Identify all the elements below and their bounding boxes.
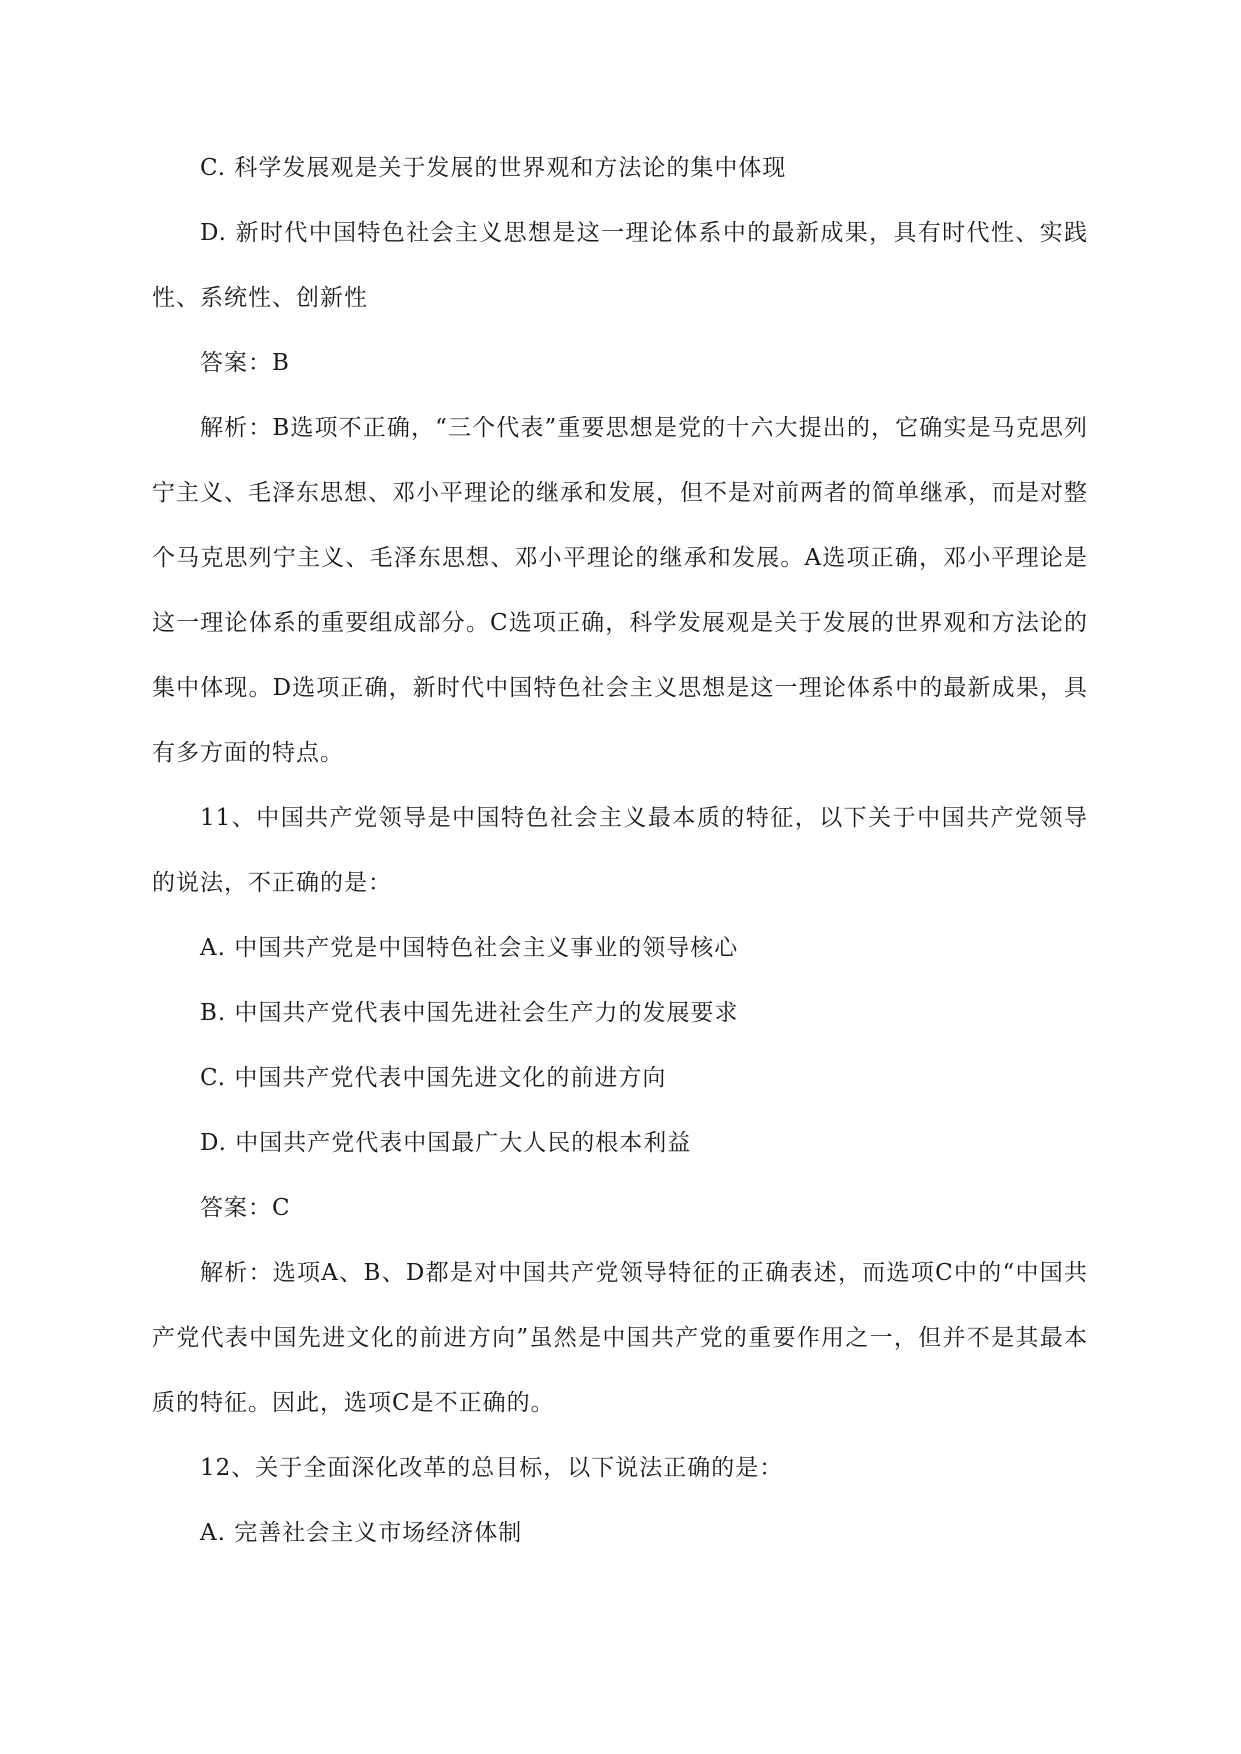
q10-explanation: 解析：B选项不正确，“三个代表”重要思想是党的十六大提出的，它确实是马克思列宁主义、毛泽东思想、邓小平理论的继承和发展，但不是对前两者的简单继承，而是对整个马克思列宁主义、毛泽东思想、邓小平理论的继承和发展。A选项正确，邓小平理论是这一理论体系的重要组成部分。C选项正确，科学发展观是关于发展的世界观和方法论的集中体现。D选项正确，新时代中国特色社会主义思想是这一理论体系中的最新成果，具有多方面的特点。 [152, 415, 1088, 766]
q11-option-b: B. 中国共产党代表中国先进社会生产力的发展要求 [200, 1000, 739, 1026]
q11-option-d: D. 中国共产党代表中国最广大人民的根本利益 [200, 1130, 692, 1156]
document-body [152, 136, 1088, 1566]
q11-question: 11、中国共产党领导是中国特色社会主义最本质的特征，以下关于中国共产党领导的说法，不正确的是： [152, 805, 1088, 896]
q11-answer: 答案：C [200, 1195, 291, 1221]
q12-question: 12、关于全面深化改革的总目标，以下说法正确的是： [200, 1455, 784, 1481]
q11-explanation: 解析：选项A、B、D都是对中国共产党领导特征的正确表述，而选项C中的“中国共产党代表中国先进文化的前进方向”虽然是中国共产党的重要作用之一，但并不是其最本质的特征。因此，选项C是不正确的。 [152, 1260, 1088, 1416]
q11-option-a: A. 中国共产党是中国特色社会主义事业的领导核心 [200, 935, 739, 961]
q11-option-c: C. 中国共产党代表中国先进文化的前进方向 [200, 1065, 667, 1091]
q10-option-c: C. 科学发展观是关于发展的世界观和方法论的集中体现 [200, 155, 787, 181]
q12-option-a: A. 完善社会主义市场经济体制 [200, 1520, 523, 1546]
q10-option-d: D. 新时代中国特色社会主义思想是这一理论体系中的最新成果，具有时代性、实践性、系统性、创新性 [152, 220, 1088, 311]
q10-answer: 答案：B [200, 350, 290, 376]
